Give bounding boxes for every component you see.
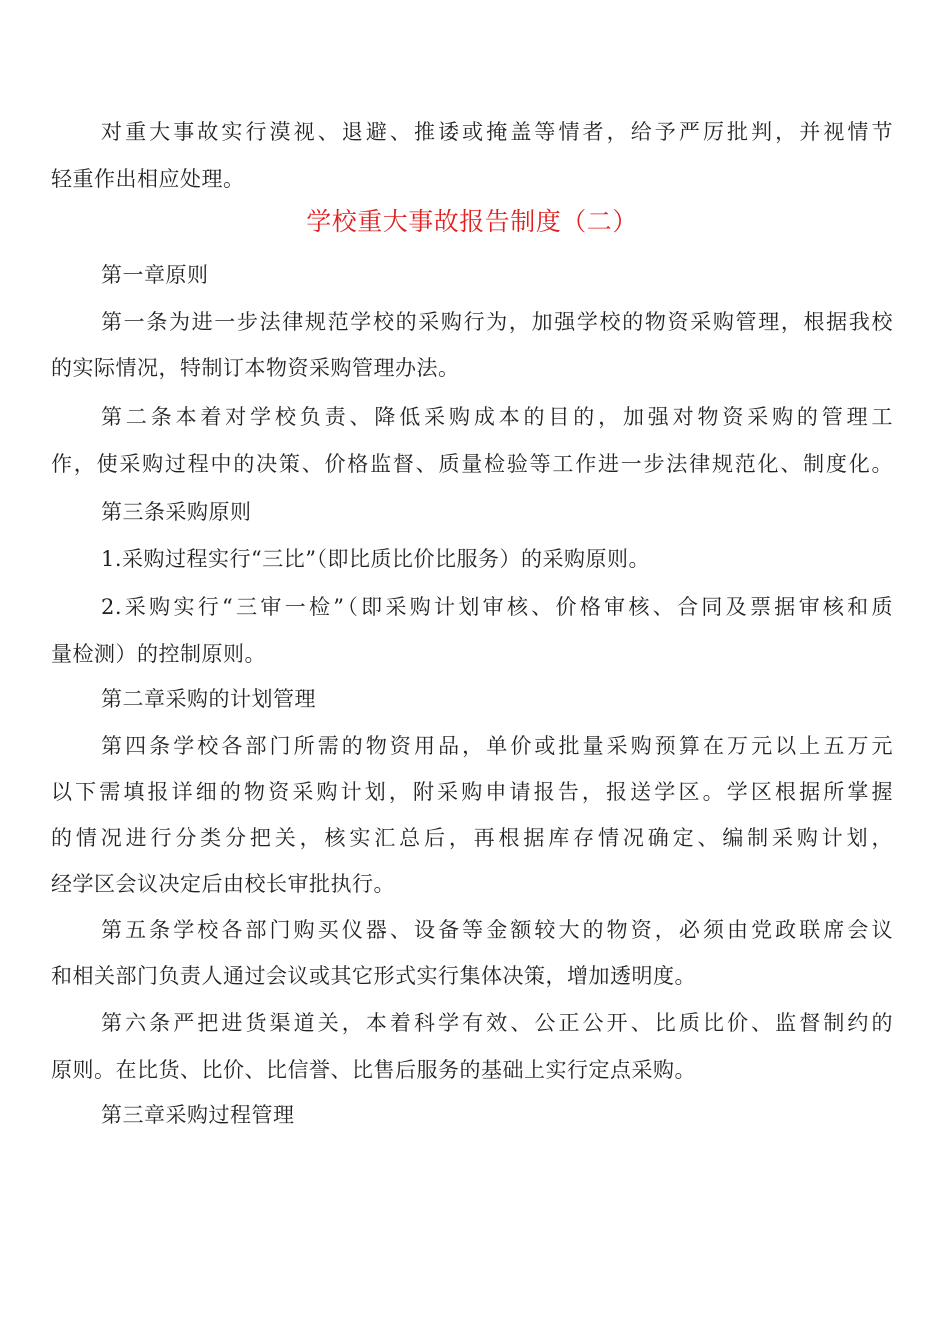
section-title: 学校重大事故报告制度（二）: [306, 207, 638, 236]
text-line: 原则。在比货、比价、比信誉、比售后服务的基础上实行定点采购。: [51, 1058, 696, 1082]
chapter-heading: 第一章原则: [101, 263, 209, 287]
article-heading: 第三条采购原则: [101, 500, 252, 524]
text-line: 第五条学校各部门购买仪器、设备等金额较大的物资，必须由党政联席会议: [101, 918, 893, 942]
text-line: 的情况进行分类分把关，核实汇总后，再根据库存情况确定、编制采购计划，: [51, 826, 893, 850]
chapter-heading: 第二章采购的计划管理: [101, 687, 316, 711]
text-line: 作，使采购过程中的决策、价格监督、质量检验等工作进一步法律规范化、制度化。: [51, 452, 893, 476]
text-line: 和相关部门负责人通过会议或其它形式实行集体决策，增加透明度。: [51, 964, 696, 988]
text-line: 对重大事故实行漠视、退避、推诿或掩盖等情者，给予严厉批判，并视情节: [101, 120, 893, 144]
text-line: 轻重作出相应处理。: [51, 167, 245, 191]
text-line: 第四条学校各部门所需的物资用品，单价或批量采购预算在万元以上五万元: [101, 734, 893, 758]
text-line: 的实际情况，特制订本物资采购管理办法。: [51, 356, 460, 380]
chapter-heading: 第三章采购过程管理: [101, 1103, 295, 1127]
text-line: 经学区会议决定后由校长审批执行。: [51, 872, 395, 896]
list-item: 1.采购过程实行“三比”（即比质比价比服务）的采购原则。: [101, 547, 651, 571]
text-line: 第二条本着对学校负责、降低采购成本的目的，加强对物资采购的管理工: [101, 405, 893, 429]
text-line: 量检测）的控制原则。: [51, 642, 266, 666]
text-line: 第一条为进一步法律规范学校的采购行为，加强学校的物资采购管理，根据我校: [101, 310, 893, 334]
list-item: 2.采购实行“三审一检”（即采购计划审核、价格审核、合同及票据审核和质: [101, 595, 893, 619]
text-line: 第六条严把进货渠道关，本着科学有效、公正公开、比质比价、监督制约的: [101, 1011, 893, 1035]
text-line: 以下需填报详细的物资采购计划，附采购申请报告，报送学区。学区根据所掌握: [51, 780, 893, 804]
